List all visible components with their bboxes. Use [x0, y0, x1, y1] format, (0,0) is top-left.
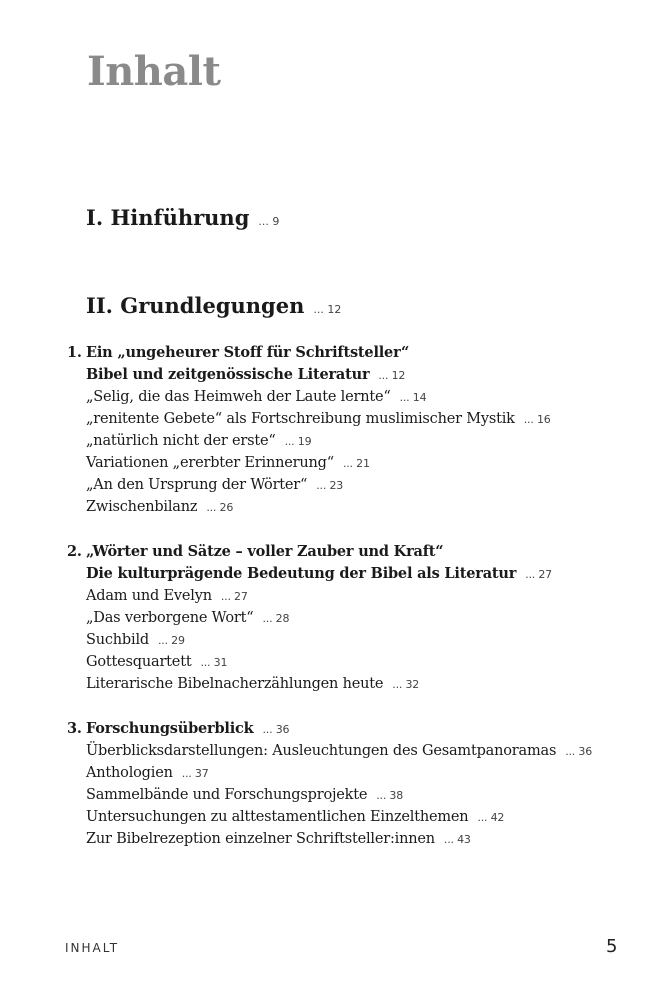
entry-title: Literarische Bibelnacherzählungen heute: [86, 676, 384, 692]
entry-title: „An den Ursprung der Wörter“: [86, 477, 308, 493]
entry-title: „Selig, die das Heimweh der Laute lernte“: [86, 389, 391, 405]
chapter-number: 2.: [67, 543, 82, 560]
entry-title: Zwischenbilanz: [86, 499, 198, 515]
chapter-title: „Wörter und Sätze – voller Zauber und Kraft“: [86, 543, 444, 560]
page-ref: ... 27: [220, 590, 248, 603]
page-ref: ... 21: [342, 457, 370, 470]
toc-entry[interactable]: [62, 784, 652, 806]
page-ref: ... 19: [284, 435, 312, 448]
page-ref: ... 37: [181, 767, 209, 780]
entry-title: Zur Bibelrezeption einzelner Schriftsteller:innen: [86, 831, 435, 847]
page-ref: ... 23: [316, 479, 344, 492]
page-title: Inhalt: [87, 48, 221, 95]
chapter-title: Forschungsüberblick: [86, 720, 254, 737]
entry-title: „Das verborgene Wort“: [86, 610, 254, 626]
toc-entry[interactable]: [62, 452, 652, 474]
entry-title: „renitente Gebete“ als Fortschreibung muslimischer Mystik: [86, 411, 515, 427]
entry-title: „natürlich nicht der erste“: [86, 433, 276, 449]
part-title: I. Hinführung: [86, 205, 250, 230]
toc-chapter-3: [62, 718, 652, 850]
toc-entry[interactable]: [62, 673, 652, 695]
chapter-subtitle[interactable]: [62, 364, 652, 386]
page-ref: ... 27: [525, 568, 552, 581]
toc-entry[interactable]: [62, 430, 652, 452]
chapter-heading[interactable]: [62, 541, 652, 563]
chapter-heading[interactable]: [62, 718, 652, 740]
page-ref: ... 28: [262, 612, 290, 625]
entry-title: Überblicksdarstellungen: Ausleuchtungen des Gesamtpanoramas: [86, 743, 557, 759]
chapter-heading[interactable]: [62, 342, 652, 364]
toc-entry[interactable]: [62, 629, 652, 651]
toc-chapter-2: [62, 541, 652, 695]
part-title: II. Grundlegungen: [86, 293, 305, 318]
toc-entry[interactable]: [62, 806, 652, 828]
toc-entry[interactable]: [62, 585, 652, 607]
page-ref: ... 38: [376, 789, 404, 802]
toc-entry[interactable]: [62, 607, 652, 629]
chapter-number: 3.: [67, 720, 82, 737]
entry-title: Untersuchungen zu alttestamentlichen Einzelthemen: [86, 809, 469, 825]
toc-entry[interactable]: [62, 740, 652, 762]
page-ref: ... 36: [262, 723, 290, 736]
toc-entry[interactable]: [62, 762, 652, 784]
toc-entry[interactable]: [62, 828, 652, 850]
chapter-title: Ein „ungeheurer Stoff für Schriftsteller“: [86, 344, 410, 361]
page-ref: ... 9: [258, 215, 280, 228]
entry-title: Adam und Evelyn: [86, 588, 212, 604]
toc-entry[interactable]: [62, 651, 652, 673]
page-ref: ... 26: [206, 501, 234, 514]
entry-title: Variationen „ererbter Erinnerung“: [86, 455, 334, 471]
entry-title: Anthologien: [86, 765, 173, 781]
entry-title: Sammelbände und Forschungsprojekte: [86, 787, 368, 803]
page-ref: ... 16: [523, 413, 551, 426]
entry-title: Gottesquartett: [86, 654, 192, 670]
page-ref: ... 42: [477, 811, 505, 824]
page-ref: ... 31: [200, 656, 228, 669]
page-ref: ... 12: [378, 369, 406, 382]
toc-chapter-1: [62, 342, 652, 518]
entry-title: Suchbild: [86, 632, 149, 648]
running-footer: INHALT: [65, 941, 120, 955]
toc-entry[interactable]: [62, 496, 652, 518]
page-ref: ... 14: [399, 391, 427, 404]
page-ref: ... 43: [443, 833, 471, 846]
chapter-subtitle-text: Bibel und zeitgenössische Literatur: [86, 366, 370, 383]
page-ref: ... 32: [392, 678, 420, 691]
toc-entry[interactable]: [62, 474, 652, 496]
toc-part-1[interactable]: [86, 207, 279, 228]
page-ref: ... 29: [157, 634, 185, 647]
toc-entry[interactable]: [62, 408, 652, 430]
chapter-subtitle[interactable]: [62, 563, 652, 585]
toc-entry[interactable]: [62, 386, 652, 408]
toc-part-2[interactable]: [86, 295, 341, 316]
page-number: 5: [606, 936, 618, 957]
chapter-number: 1.: [67, 344, 82, 361]
chapter-subtitle-text: Die kulturprägende Bedeutung der Bibel als Literatur: [86, 565, 517, 582]
page-ref: ... 12: [313, 303, 342, 316]
page-ref: ... 36: [565, 745, 593, 758]
